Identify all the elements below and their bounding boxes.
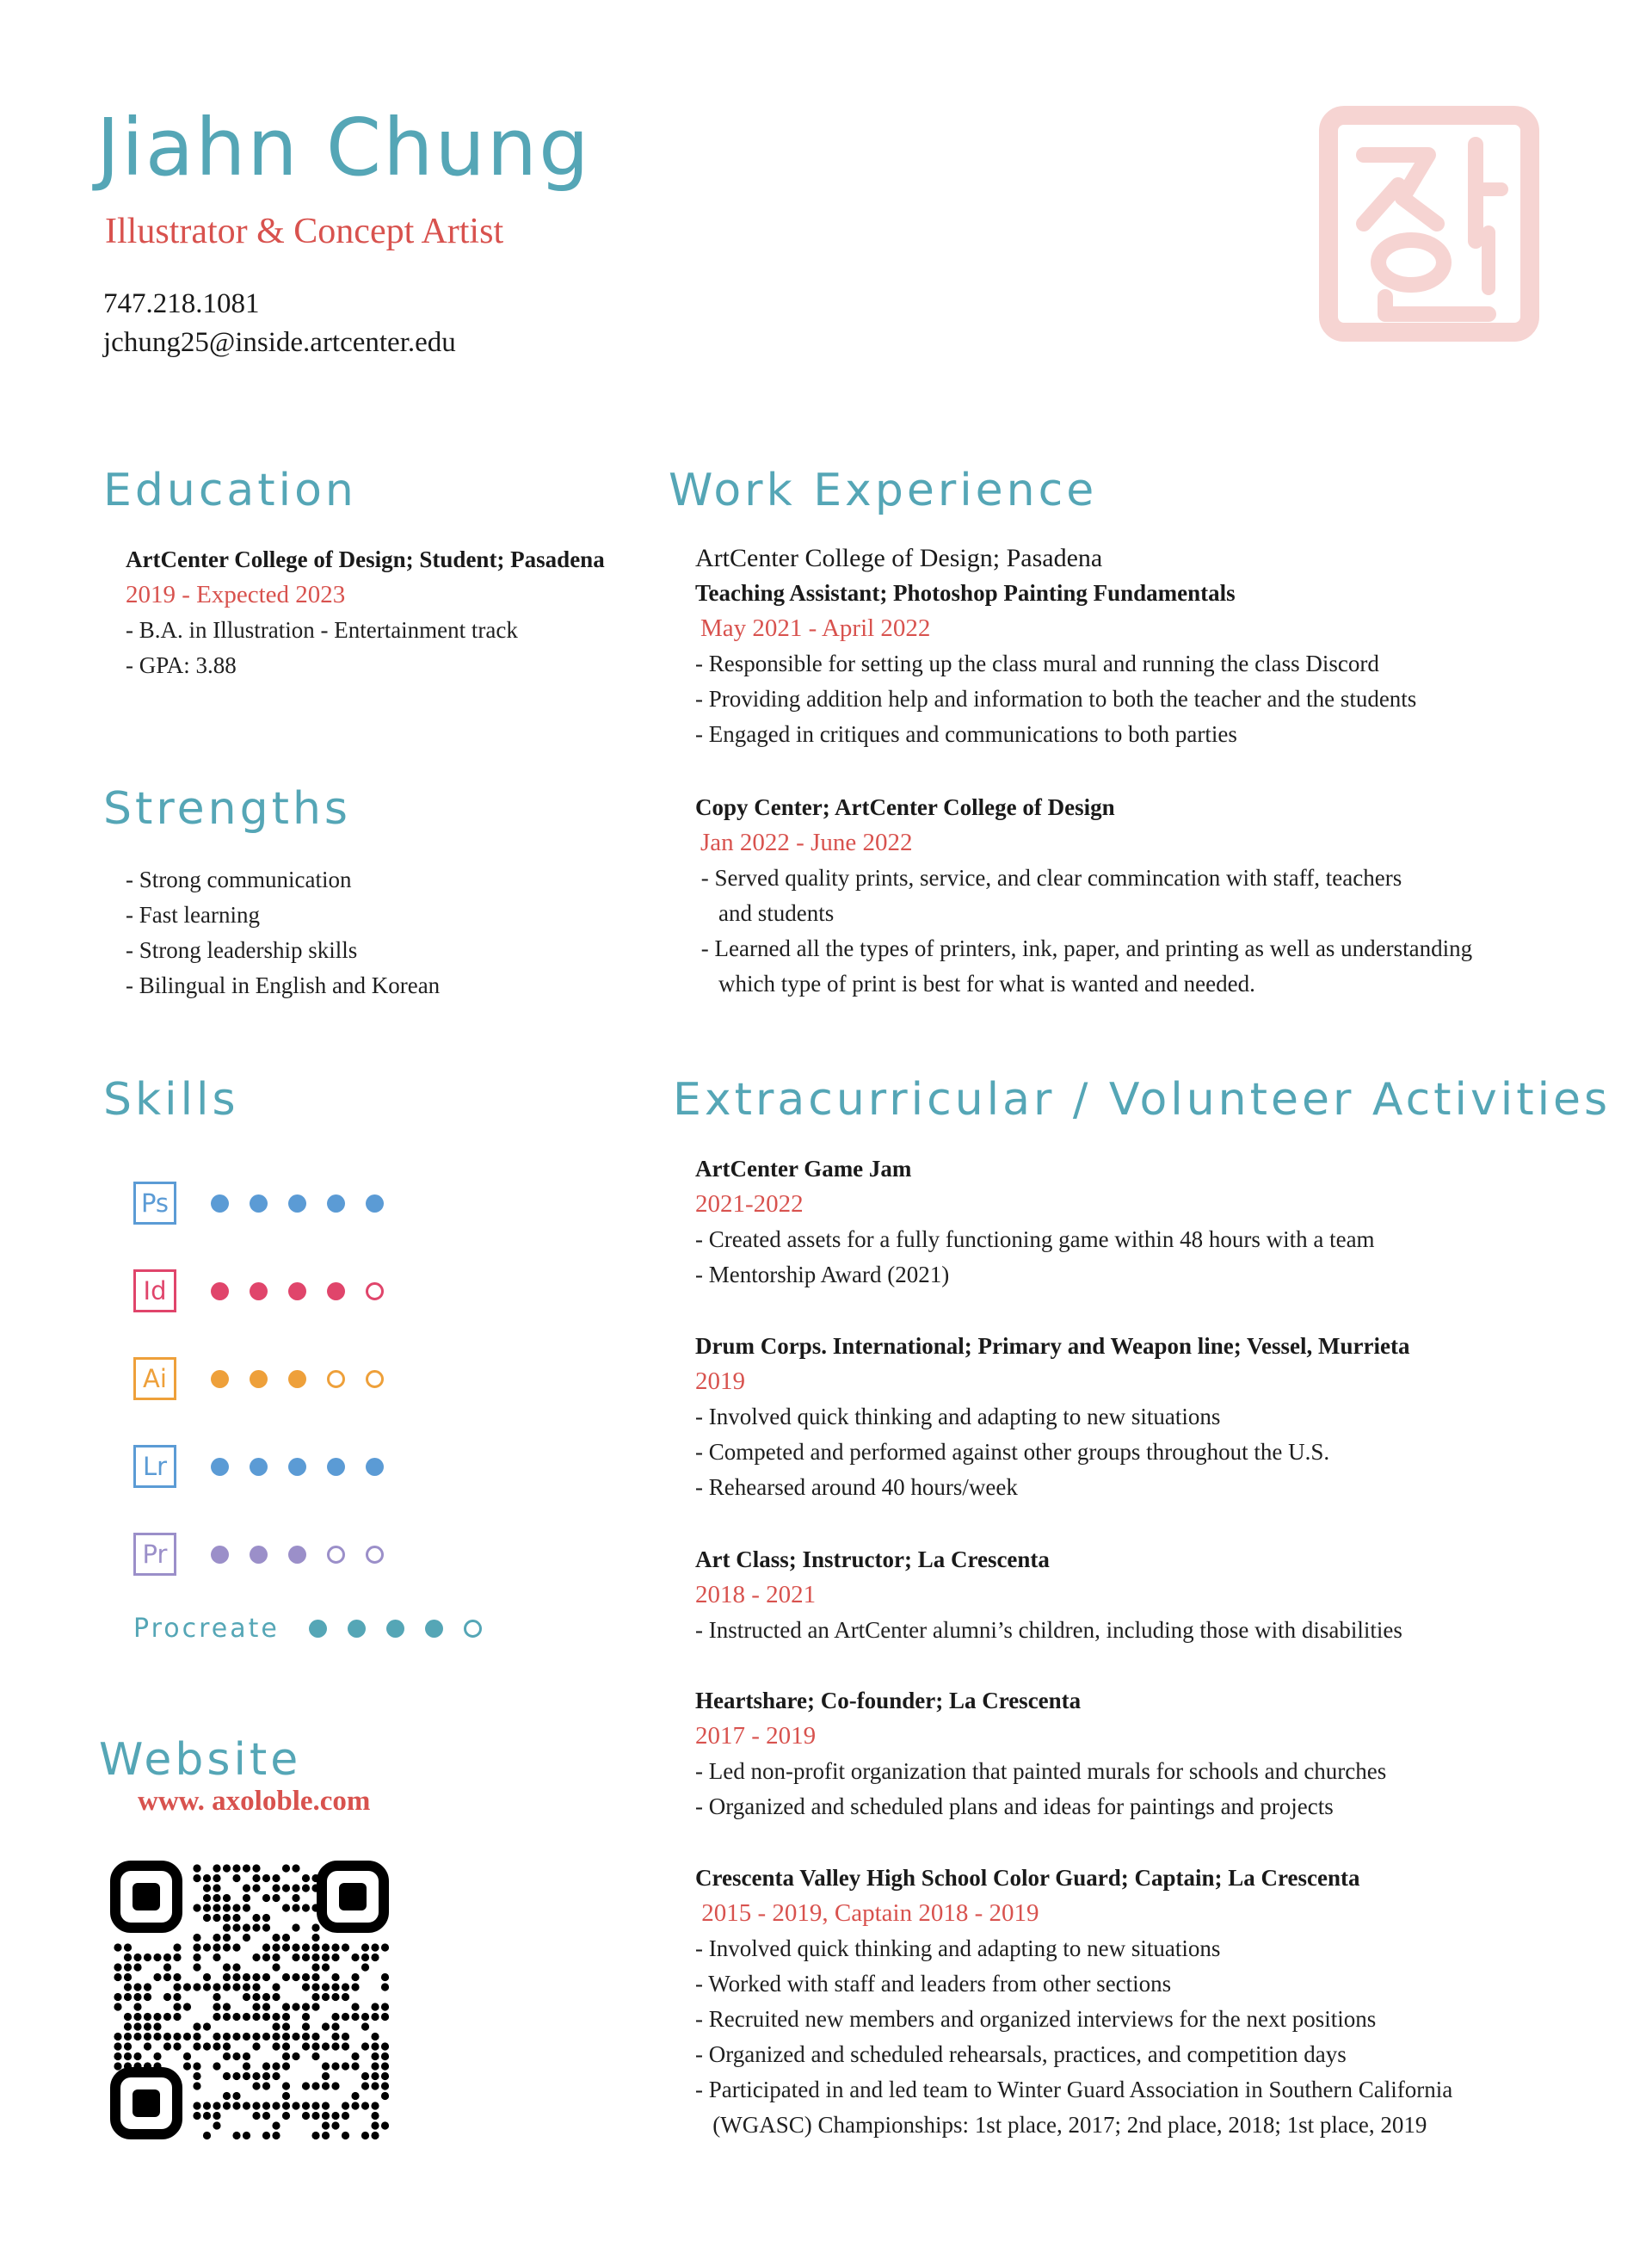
skill-dot-filled bbox=[211, 1458, 229, 1476]
skill-dot-filled bbox=[288, 1370, 306, 1388]
skill-dot-filled bbox=[327, 1282, 345, 1300]
job-place: Copy Center; ArtCenter College of Design bbox=[695, 794, 1115, 820]
activity-dates: 2017 - 2019 bbox=[695, 1722, 817, 1750]
activity-heading: Drum Corps. International; Primary and Weapon line; Vessel, Murrieta bbox=[695, 1333, 1410, 1359]
app-icon: Lr bbox=[133, 1445, 176, 1488]
activity-color-guard bbox=[695, 1861, 1452, 2143]
skill-dot-filled bbox=[386, 1620, 404, 1638]
skill-dot-filled bbox=[288, 1282, 306, 1300]
activity-game-jam bbox=[695, 1151, 1375, 1293]
job-bullet: - Served quality prints, service, and clear commincation with staff, teachers bbox=[695, 865, 1402, 891]
skill-dot-empty bbox=[464, 1620, 482, 1638]
skill-dot-filled bbox=[250, 1458, 268, 1476]
job-ta bbox=[695, 540, 1416, 752]
strengths-heading: Strengths bbox=[103, 783, 352, 835]
skill-level-dots bbox=[211, 1194, 404, 1213]
skill-dot-filled bbox=[327, 1458, 345, 1476]
skill-level-dots bbox=[211, 1546, 404, 1564]
job-place: ArtCenter College of Design; Pasadena bbox=[695, 544, 1103, 572]
activity-bullet: (WGASC) Championships: 1st place, 2017; 2nd place, 2018; 1st place, 2019 bbox=[695, 2112, 1427, 2138]
education-school: ArtCenter College of Design; Student; Pasadena bbox=[126, 546, 605, 572]
activity-bullet: - Organized and scheduled rehearsals, practices, and competition days bbox=[695, 2041, 1347, 2067]
skill-dot-empty bbox=[366, 1282, 384, 1300]
activity-drum-corps bbox=[695, 1329, 1409, 1505]
skill-dot-filled bbox=[288, 1194, 306, 1213]
education-heading: Education bbox=[103, 465, 357, 516]
skill-dot-filled bbox=[211, 1282, 229, 1300]
skill-dot-filled bbox=[366, 1458, 384, 1476]
app-icon: Pr bbox=[133, 1533, 176, 1576]
activity-bullet: - Organized and scheduled plans and ideas for paintings and projects bbox=[695, 1793, 1334, 1819]
education-bullet: - GPA: 3.88 bbox=[126, 652, 237, 678]
strength-item: - Strong communication bbox=[126, 867, 352, 892]
skill-dot-filled bbox=[366, 1194, 384, 1213]
app-icon: Ps bbox=[133, 1182, 176, 1225]
skill-dot-filled bbox=[327, 1194, 345, 1213]
activity-dates: 2021-2022 bbox=[695, 1190, 804, 1218]
activity-heading: Heartshare; Co-founder; La Crescenta bbox=[695, 1688, 1082, 1713]
resume-name: Jiahn Chung bbox=[96, 102, 591, 194]
work-heading: Work Experience bbox=[669, 465, 1098, 516]
skill-level-dots bbox=[309, 1620, 502, 1638]
skill-level-dots bbox=[211, 1458, 404, 1476]
activity-bullet: - Involved quick thinking and adapting to new situations bbox=[695, 1404, 1221, 1429]
phone-number: 747.218.1081 bbox=[103, 288, 260, 319]
activities-heading: Extracurricular / Volunteer Activities bbox=[673, 1074, 1612, 1126]
skill-dot-filled bbox=[250, 1194, 268, 1213]
skill-dot-filled bbox=[348, 1620, 366, 1638]
activity-heading: ArtCenter Game Jam bbox=[695, 1156, 912, 1182]
strength-item: - Strong leadership skills bbox=[126, 937, 358, 963]
job-bullet: which type of print is best for what is wanted and needed. bbox=[695, 971, 1255, 997]
skill-dot-filled bbox=[425, 1620, 443, 1638]
website-heading: Website bbox=[99, 1734, 302, 1786]
korean-seal-stamp-icon bbox=[1316, 103, 1542, 344]
education-dates: 2019 - Expected 2023 bbox=[126, 581, 346, 608]
skill-dot-empty bbox=[327, 1370, 345, 1388]
skill-row bbox=[133, 1267, 404, 1315]
app-icon: Ai bbox=[133, 1357, 176, 1400]
skill-dot-filled bbox=[211, 1194, 229, 1213]
job-copy-center bbox=[695, 790, 1472, 1002]
skill-level-dots bbox=[211, 1282, 404, 1300]
resume-job-title: Illustrator & Concept Artist bbox=[105, 212, 504, 251]
job-dates: May 2021 - April 2022 bbox=[700, 614, 931, 642]
strength-item: - Fast learning bbox=[126, 902, 260, 928]
skill-dot-filled bbox=[250, 1546, 268, 1564]
activity-bullet: - Mentorship Award (2021) bbox=[695, 1262, 950, 1287]
activity-heading: Crescenta Valley High School Color Guard; Captain; La Crescenta bbox=[695, 1865, 1360, 1891]
job-bullet: - Responsible for setting up the class mural and running the class Discord bbox=[695, 651, 1379, 676]
website-link[interactable]: www. axoloble.com bbox=[138, 1786, 371, 1817]
skill-dot-empty bbox=[327, 1546, 345, 1564]
job-bullet: - Learned all the types of printers, ink, paper, and printing as well as understanding bbox=[695, 935, 1473, 961]
skill-dot-filled bbox=[288, 1546, 306, 1564]
strength-item: - Bilingual in English and Korean bbox=[126, 972, 441, 998]
activity-bullet: - Rehearsed around 40 hours/week bbox=[695, 1474, 1018, 1500]
job-bullet: and students bbox=[695, 900, 835, 926]
skill-dot-filled bbox=[309, 1620, 327, 1638]
activity-bullet: - Created assets for a fully functioning game within 48 hours with a team bbox=[695, 1226, 1375, 1252]
education-bullet: - B.A. in Illustration - Entertainment track bbox=[126, 617, 518, 643]
skill-dot-empty bbox=[366, 1546, 384, 1564]
skill-dot-filled bbox=[288, 1458, 306, 1476]
procreate-label: Procreate bbox=[133, 1613, 280, 1644]
skill-level-dots bbox=[211, 1370, 404, 1388]
activity-heartshare bbox=[695, 1683, 1386, 1824]
skill-dot-filled bbox=[211, 1546, 229, 1564]
activity-bullet: - Involved quick thinking and adapting to new situations bbox=[695, 1935, 1221, 1961]
activity-dates: 2019 bbox=[695, 1367, 745, 1395]
activity-bullet: - Participated in and led team to Winter Guard Association in Southern California bbox=[695, 2077, 1453, 2102]
skill-row bbox=[133, 1179, 404, 1227]
email-address: jchung25@inside.artcenter.edu bbox=[103, 327, 456, 358]
skill-dot-empty bbox=[366, 1370, 384, 1388]
activity-bullet: - Instructed an ArtCenter alumni’s children, including those with disabilities bbox=[695, 1617, 1402, 1643]
skill-dot-filled bbox=[250, 1370, 268, 1388]
education-block bbox=[126, 542, 605, 683]
activity-bullet: - Recruited new members and organized interviews for the next positions bbox=[695, 2006, 1377, 2032]
strengths-list bbox=[126, 862, 440, 1003]
activity-art-class bbox=[695, 1542, 1402, 1648]
activity-bullet: - Led non-profit organization that painted murals for schools and churches bbox=[695, 1758, 1387, 1784]
skills-heading: Skills bbox=[103, 1074, 239, 1126]
job-bullet: - Engaged in critiques and communications to both parties bbox=[695, 721, 1237, 747]
app-icon: Id bbox=[133, 1269, 176, 1312]
activity-heading: Art Class; Instructor; La Crescenta bbox=[695, 1546, 1050, 1572]
qr-code-icon[interactable] bbox=[108, 1859, 391, 2141]
skill-row bbox=[133, 1355, 404, 1403]
job-bullet: - Providing addition help and information to both the teacher and the students bbox=[695, 686, 1417, 712]
skill-row bbox=[133, 1442, 404, 1491]
skill-row bbox=[133, 1530, 404, 1578]
activity-bullet: - Worked with staff and leaders from other sections bbox=[695, 1971, 1172, 1997]
skill-dot-filled bbox=[211, 1370, 229, 1388]
job-role: Teaching Assistant; Photoshop Painting Fundamentals bbox=[695, 580, 1236, 606]
skill-row-procreate bbox=[133, 1604, 502, 1652]
activity-dates: 2015 - 2019, Captain 2018 - 2019 bbox=[695, 1899, 1039, 1927]
activity-dates: 2018 - 2021 bbox=[695, 1581, 817, 1608]
job-dates: Jan 2022 - June 2022 bbox=[700, 829, 913, 856]
activity-bullet: - Competed and performed against other groups throughout the U.S. bbox=[695, 1439, 1330, 1465]
skill-dot-filled bbox=[250, 1282, 268, 1300]
